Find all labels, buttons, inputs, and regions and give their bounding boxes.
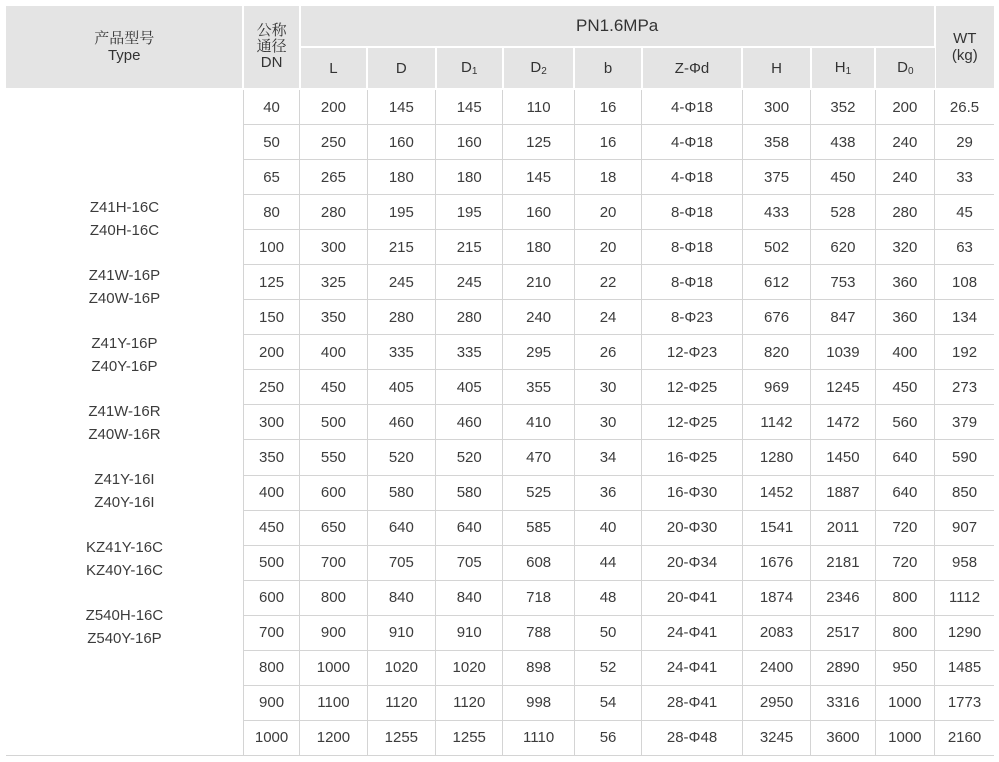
dimension-cell: 910 xyxy=(367,615,435,650)
dimension-cell: 1541 xyxy=(742,510,810,545)
dimension-cell: 950 xyxy=(875,650,934,685)
dimension-cell: 847 xyxy=(811,300,875,335)
dimension-cell: 180 xyxy=(436,160,503,195)
dimension-cell: 1000 xyxy=(300,650,367,685)
dimension-cell: 1874 xyxy=(742,580,810,615)
dimension-cell: 1142 xyxy=(742,405,810,440)
dimension-cell: 1245 xyxy=(811,370,875,405)
dimension-header-label: D xyxy=(395,59,407,77)
dimension-cell: 160 xyxy=(503,195,574,230)
dimension-cell: 4-Φ18 xyxy=(642,89,743,125)
weight-cell: 134 xyxy=(935,300,994,335)
dimension-cell: 898 xyxy=(503,650,574,685)
type-model: KZ40Y-16C xyxy=(85,561,163,579)
dn-header-line2: 通径 xyxy=(256,38,287,55)
dn-cell: 1000 xyxy=(243,720,299,755)
type-header-cn: 产品型号 xyxy=(94,30,155,47)
weight-cell: 2160 xyxy=(935,720,994,755)
dimension-header-5 xyxy=(642,47,743,89)
table-body xyxy=(6,89,994,756)
dimension-cell: 450 xyxy=(875,370,934,405)
dimension-cell: 350 xyxy=(300,300,367,335)
dn-cell: 200 xyxy=(243,335,299,370)
dn-cell: 350 xyxy=(243,440,299,475)
dimension-cell: 12-Φ23 xyxy=(642,335,743,370)
dimension-header-label: b xyxy=(603,59,613,77)
dimension-cell: 160 xyxy=(367,125,435,160)
dimension-cell: 2083 xyxy=(742,615,810,650)
type-group xyxy=(6,264,243,310)
dimension-cell: 1000 xyxy=(875,720,934,755)
dimension-header-label: D xyxy=(530,59,542,76)
dimension-header-7 xyxy=(811,47,875,89)
weight-cell: 850 xyxy=(935,475,994,510)
dimension-cell: 788 xyxy=(503,615,574,650)
dimension-cell: 195 xyxy=(436,195,503,230)
dimension-cell: 145 xyxy=(367,89,435,125)
dn-cell: 50 xyxy=(243,125,299,160)
dn-cell: 600 xyxy=(243,580,299,615)
dimension-cell: 36 xyxy=(574,475,641,510)
table-header xyxy=(6,6,994,89)
dn-cell: 65 xyxy=(243,160,299,195)
dimension-cell: 1280 xyxy=(742,440,810,475)
dimension-cell: 612 xyxy=(742,265,810,300)
weight-cell: 1485 xyxy=(935,650,994,685)
dimension-header-1 xyxy=(367,47,435,89)
dimension-cell: 265 xyxy=(300,160,367,195)
dimension-cell: 560 xyxy=(875,405,934,440)
dimension-cell: 470 xyxy=(503,440,574,475)
dimension-cell: 608 xyxy=(503,545,574,580)
dimension-cell: 969 xyxy=(742,370,810,405)
dimension-cell: 705 xyxy=(367,545,435,580)
dimension-cell: 2950 xyxy=(742,685,810,720)
dn-column-header xyxy=(243,6,299,89)
type-group xyxy=(6,536,243,582)
dimension-cell: 1110 xyxy=(503,720,574,755)
dimension-cell: 145 xyxy=(503,160,574,195)
weight-cell: 379 xyxy=(935,405,994,440)
dimension-cell: 2011 xyxy=(811,510,875,545)
table-row xyxy=(6,89,994,125)
dimension-cell: 1255 xyxy=(436,720,503,755)
dimension-cell: 3245 xyxy=(742,720,810,755)
dimension-cell: 30 xyxy=(574,370,641,405)
dn-cell: 40 xyxy=(243,89,299,125)
dimension-cell: 800 xyxy=(875,615,934,650)
dimension-cell: 8-Φ18 xyxy=(642,265,743,300)
dimension-header-subscript: 2 xyxy=(541,66,547,77)
dimension-cell: 800 xyxy=(300,580,367,615)
dimension-cell: 528 xyxy=(811,195,875,230)
dimension-cell: 180 xyxy=(367,160,435,195)
dimension-cell: 215 xyxy=(367,230,435,265)
wt-header-line2: (kg) xyxy=(951,47,978,64)
dimension-cell: 1472 xyxy=(811,405,875,440)
dimension-cell: 1676 xyxy=(742,545,810,580)
dimension-cell: 24-Φ41 xyxy=(642,615,743,650)
dn-cell: 300 xyxy=(243,405,299,440)
dimension-cell: 48 xyxy=(574,580,641,615)
dimension-cell: 1450 xyxy=(811,440,875,475)
dimension-cell: 240 xyxy=(875,160,934,195)
dimension-cell: 2181 xyxy=(811,545,875,580)
dimension-cell: 28-Φ41 xyxy=(642,685,743,720)
dimension-cell: 2400 xyxy=(742,650,810,685)
type-model: Z540Y-16P xyxy=(87,629,162,647)
dimension-cell: 3316 xyxy=(811,685,875,720)
dimension-cell: 2346 xyxy=(811,580,875,615)
dimension-cell: 245 xyxy=(367,265,435,300)
dimension-cell: 2517 xyxy=(811,615,875,650)
weight-cell: 29 xyxy=(935,125,994,160)
dimension-cell: 1039 xyxy=(811,335,875,370)
dimension-cell: 700 xyxy=(300,545,367,580)
dimension-cell: 753 xyxy=(811,265,875,300)
dimension-cell: 20-Φ41 xyxy=(642,580,743,615)
dimension-cell: 245 xyxy=(436,265,503,300)
dn-cell: 80 xyxy=(243,195,299,230)
dn-header-line1: 公称 xyxy=(256,22,287,39)
type-model: Z41H-16C xyxy=(89,198,160,216)
dimension-cell: 820 xyxy=(742,335,810,370)
dimension-cell: 360 xyxy=(875,265,934,300)
dimension-cell: 195 xyxy=(367,195,435,230)
pressure-rating-header: PN1.6MPa xyxy=(300,6,935,47)
dimension-cell: 1120 xyxy=(436,685,503,720)
dimension-cell: 20 xyxy=(574,195,641,230)
dimension-cell: 50 xyxy=(574,615,641,650)
dimension-cell: 180 xyxy=(503,230,574,265)
dimension-cell: 705 xyxy=(436,545,503,580)
dimension-cell: 998 xyxy=(503,685,574,720)
dimension-cell: 600 xyxy=(300,475,367,510)
dimension-header-label: L xyxy=(329,59,338,77)
dimension-cell: 1000 xyxy=(875,685,934,720)
dimension-cell: 26 xyxy=(574,335,641,370)
dimension-cell: 56 xyxy=(574,720,641,755)
dimension-cell: 840 xyxy=(436,580,503,615)
dimension-cell: 160 xyxy=(436,125,503,160)
weight-cell: 1773 xyxy=(935,685,994,720)
dimension-cell: 52 xyxy=(574,650,641,685)
type-group xyxy=(6,604,243,650)
weight-cell: 1112 xyxy=(935,580,994,615)
dimension-cell: 2890 xyxy=(811,650,875,685)
type-model: Z41Y-16P xyxy=(91,334,158,352)
dimension-cell: 460 xyxy=(367,405,435,440)
dimension-header-subscript: 1 xyxy=(845,66,852,77)
dimension-header-6 xyxy=(742,47,810,89)
dimension-header-label: D xyxy=(897,59,908,76)
dimension-cell: 16 xyxy=(574,89,641,125)
dimension-cell: 250 xyxy=(300,125,367,160)
dimension-cell: 1020 xyxy=(436,650,503,685)
weight-column-header xyxy=(935,6,994,89)
dimension-cell: 1887 xyxy=(811,475,875,510)
dn-header-line3: DN xyxy=(260,54,283,71)
dn-cell: 125 xyxy=(243,265,299,300)
type-model: KZ41Y-16C xyxy=(85,538,163,556)
dimension-cell: 16-Φ25 xyxy=(642,440,743,475)
dimension-cell: 640 xyxy=(875,440,934,475)
type-group xyxy=(6,196,243,242)
dimension-cell: 4-Φ18 xyxy=(642,125,743,160)
weight-cell: 33 xyxy=(935,160,994,195)
dimension-cell: 215 xyxy=(436,230,503,265)
dn-cell: 700 xyxy=(243,615,299,650)
dimension-cell: 44 xyxy=(574,545,641,580)
dimension-cell: 800 xyxy=(875,580,934,615)
type-model: Z540H-16C xyxy=(85,606,164,624)
type-group xyxy=(6,468,243,514)
dimension-cell: 3600 xyxy=(811,720,875,755)
weight-cell: 1290 xyxy=(935,615,994,650)
dn-cell: 450 xyxy=(243,510,299,545)
dimension-cell: 400 xyxy=(875,335,934,370)
dimension-cell: 360 xyxy=(875,300,934,335)
dimension-cell: 200 xyxy=(300,89,367,125)
dimension-cell: 900 xyxy=(300,615,367,650)
type-model: Z41W-16P xyxy=(88,266,161,284)
dimension-cell: 16-Φ30 xyxy=(642,475,743,510)
type-cell xyxy=(6,89,243,756)
header-row-top xyxy=(6,6,994,47)
dimension-cell: 24 xyxy=(574,300,641,335)
dimension-cell: 320 xyxy=(875,230,934,265)
dimension-cell: 4-Φ18 xyxy=(642,160,743,195)
dimension-cell: 720 xyxy=(875,545,934,580)
weight-cell: 26.5 xyxy=(935,89,994,125)
dimension-cell: 34 xyxy=(574,440,641,475)
dimension-cell: 20 xyxy=(574,230,641,265)
dimension-cell: 910 xyxy=(436,615,503,650)
dimension-cell: 502 xyxy=(742,230,810,265)
type-model: Z41W-16R xyxy=(88,402,161,420)
type-model: Z40Y-16I xyxy=(94,493,155,511)
dimension-cell: 1200 xyxy=(300,720,367,755)
type-model: Z40H-16C xyxy=(89,221,160,239)
dimension-cell: 210 xyxy=(503,265,574,300)
dimension-cell: 840 xyxy=(367,580,435,615)
dn-cell: 150 xyxy=(243,300,299,335)
dimension-cell: 1120 xyxy=(367,685,435,720)
dimension-cell: 1255 xyxy=(367,720,435,755)
type-column-header xyxy=(6,6,243,89)
dimension-header-4 xyxy=(574,47,641,89)
dn-cell: 250 xyxy=(243,370,299,405)
dimension-cell: 335 xyxy=(436,335,503,370)
dimension-cell: 8-Φ18 xyxy=(642,230,743,265)
dimension-cell: 433 xyxy=(742,195,810,230)
dimension-cell: 355 xyxy=(503,370,574,405)
dimension-cell: 525 xyxy=(503,475,574,510)
dimension-header-label: H xyxy=(771,59,782,77)
dimension-cell: 520 xyxy=(436,440,503,475)
dimension-cell: 450 xyxy=(811,160,875,195)
dimension-cell: 280 xyxy=(436,300,503,335)
type-model: Z40Y-16P xyxy=(91,357,158,375)
dimension-cell: 400 xyxy=(300,335,367,370)
dimension-cell: 300 xyxy=(300,230,367,265)
dimension-cell: 1452 xyxy=(742,475,810,510)
dimension-cell: 460 xyxy=(436,405,503,440)
dimension-cell: 520 xyxy=(367,440,435,475)
dimension-cell: 8-Φ18 xyxy=(642,195,743,230)
dimension-cell: 12-Φ25 xyxy=(642,405,743,440)
dimension-cell: 240 xyxy=(503,300,574,335)
dimension-cell: 1020 xyxy=(367,650,435,685)
dimension-cell: 450 xyxy=(300,370,367,405)
dn-cell: 800 xyxy=(243,650,299,685)
dimension-cell: 640 xyxy=(436,510,503,545)
weight-cell: 192 xyxy=(935,335,994,370)
dn-cell: 100 xyxy=(243,230,299,265)
dimension-cell: 1100 xyxy=(300,685,367,720)
dimension-header-label: H xyxy=(834,59,846,76)
dimension-header-3 xyxy=(503,47,574,89)
dimension-cell: 325 xyxy=(300,265,367,300)
dimension-cell: 352 xyxy=(811,89,875,125)
dn-cell: 500 xyxy=(243,545,299,580)
dimension-cell: 438 xyxy=(811,125,875,160)
dimension-cell: 500 xyxy=(300,405,367,440)
dimension-cell: 145 xyxy=(436,89,503,125)
dimension-cell: 24-Φ41 xyxy=(642,650,743,685)
dimension-cell: 28-Φ48 xyxy=(642,720,743,755)
dimension-cell: 20-Φ30 xyxy=(642,510,743,545)
dimension-cell: 8-Φ23 xyxy=(642,300,743,335)
dimension-cell: 405 xyxy=(367,370,435,405)
dimension-cell: 200 xyxy=(875,89,934,125)
dimension-cell: 40 xyxy=(574,510,641,545)
dimension-header-subscript: 0 xyxy=(907,66,914,77)
weight-cell: 273 xyxy=(935,370,994,405)
dimension-header-2 xyxy=(436,47,503,89)
dimension-cell: 640 xyxy=(367,510,435,545)
dimension-cell: 650 xyxy=(300,510,367,545)
dimension-cell: 12-Φ25 xyxy=(642,370,743,405)
dimension-cell: 295 xyxy=(503,335,574,370)
dimension-cell: 550 xyxy=(300,440,367,475)
dimension-cell: 280 xyxy=(875,195,934,230)
dimension-cell: 54 xyxy=(574,685,641,720)
dimension-cell: 676 xyxy=(742,300,810,335)
dimension-cell: 240 xyxy=(875,125,934,160)
dimension-cell: 125 xyxy=(503,125,574,160)
dimension-cell: 720 xyxy=(875,510,934,545)
wt-header-line1: WT xyxy=(953,30,977,47)
type-header-en: Type xyxy=(107,47,141,64)
dimension-header-0 xyxy=(300,47,367,89)
type-group xyxy=(6,332,243,378)
weight-cell: 63 xyxy=(935,230,994,265)
dimension-cell: 20-Φ34 xyxy=(642,545,743,580)
dimension-cell: 640 xyxy=(875,475,934,510)
dimension-cell: 718 xyxy=(503,580,574,615)
dimension-header-8 xyxy=(875,47,934,89)
weight-cell: 958 xyxy=(935,545,994,580)
valve-spec-table xyxy=(6,6,994,756)
dimension-cell: 585 xyxy=(503,510,574,545)
dimension-cell: 30 xyxy=(574,405,641,440)
type-model: Z41Y-16I xyxy=(94,470,155,488)
dimension-cell: 620 xyxy=(811,230,875,265)
dimension-cell: 358 xyxy=(742,125,810,160)
type-model: Z40W-16P xyxy=(88,289,161,307)
dimension-header-label: Z-Φd xyxy=(674,59,710,77)
dimension-cell: 22 xyxy=(574,265,641,300)
dimension-cell: 280 xyxy=(300,195,367,230)
dn-cell: 400 xyxy=(243,475,299,510)
dimension-cell: 16 xyxy=(574,125,641,160)
dimension-cell: 410 xyxy=(503,405,574,440)
weight-cell: 45 xyxy=(935,195,994,230)
dimension-cell: 405 xyxy=(436,370,503,405)
type-group xyxy=(6,400,243,446)
type-model: Z40W-16R xyxy=(88,425,161,443)
dimension-cell: 18 xyxy=(574,160,641,195)
weight-cell: 590 xyxy=(935,440,994,475)
dimension-cell: 300 xyxy=(742,89,810,125)
dimension-cell: 580 xyxy=(436,475,503,510)
dimension-cell: 280 xyxy=(367,300,435,335)
weight-cell: 108 xyxy=(935,265,994,300)
dimension-cell: 375 xyxy=(742,160,810,195)
weight-cell: 907 xyxy=(935,510,994,545)
dimension-cell: 580 xyxy=(367,475,435,510)
dimension-header-subscript: 1 xyxy=(471,66,478,77)
dimension-cell: 335 xyxy=(367,335,435,370)
dimension-header-label: D xyxy=(461,59,472,76)
dimension-cell: 110 xyxy=(503,89,574,125)
dn-cell: 900 xyxy=(243,685,299,720)
